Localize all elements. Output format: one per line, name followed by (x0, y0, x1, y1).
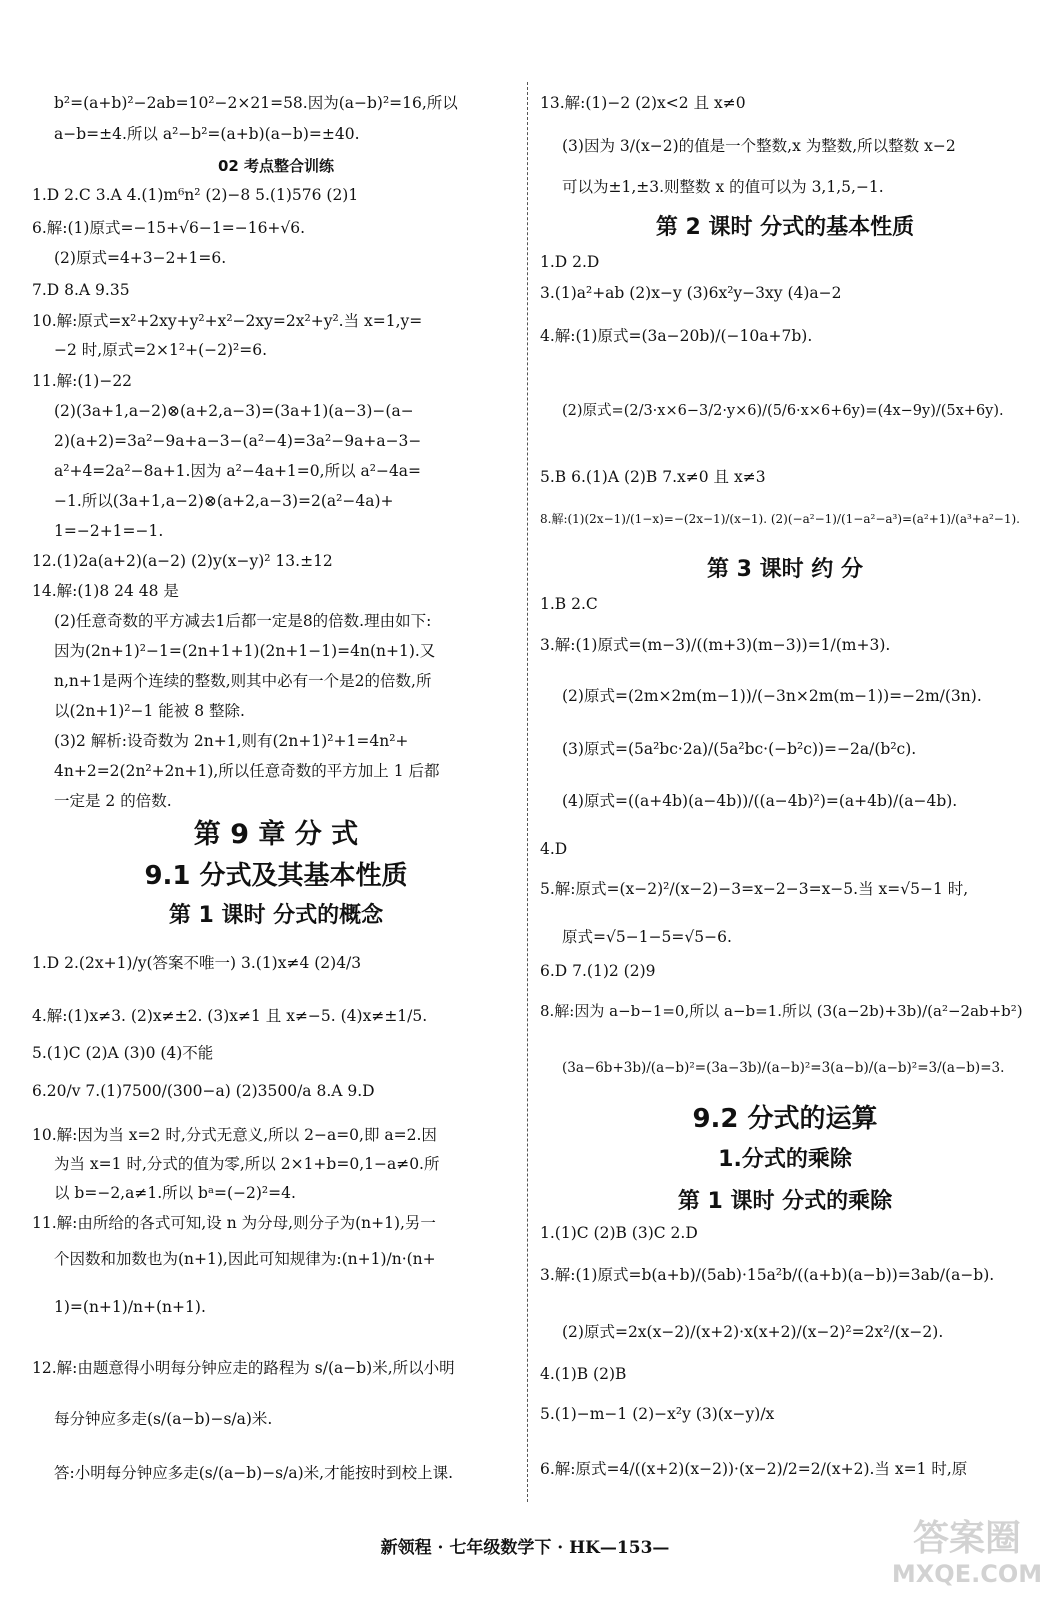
answer-line: 1.B 2.C (540, 595, 598, 613)
section-heading: 第 1 课时 分式的乘除 (677, 1189, 893, 1214)
answer-line: (3)原式=(5a²bc·2a)/(5a²bc·(−b²c))=−2a/(b²c). (562, 740, 917, 758)
answer-line: 6.20/v 7.(1)7500/(300−a) (2)3500/a 8.A 9.D (32, 1082, 375, 1100)
answer-line: 1)=(n+1)/n+(n+1). (54, 1298, 206, 1316)
answer-line: 10.解:原式=x²+2xy+y²+x²−2xy=2x²+y².当 x=1,y= (32, 312, 423, 330)
answer-line: 1.(1)C (2)B (3)C 2.D (540, 1224, 698, 1242)
answer-line: −2 时,原式=2×1²+(−2)²=6. (54, 341, 268, 359)
answer-line: 以 b=−2,a≠1.所以 bᵃ=(−2)²=4. (54, 1184, 296, 1202)
answer-line: 13.解:(1)−2 (2)x<2 且 x≠0 (540, 94, 746, 112)
answer-line: 10.解:因为当 x=2 时,分式无意义,所以 2−a=0,即 a=2.因 (32, 1126, 437, 1144)
answer-line: 7.D 8.A 9.35 (32, 281, 130, 299)
answer-line: (3)2 解析:设奇数为 2n+1,则有(2n+1)²+1=4n²+ (54, 732, 409, 750)
answer-line: 1.D 2.C 3.A 4.(1)m⁶n² (2)−8 5.(1)576 (2)1 (32, 186, 359, 204)
answer-line: (2)原式=(2m×2m(m−1))/(−3n×2m(m−1))=−2m/(3n). (562, 687, 982, 705)
answer-line: n,n+1是两个连续的整数,则其中必有一个是2的倍数,所 (54, 672, 432, 690)
answer-line: 4.解:(1)原式=(3a−20b)/(−10a+7b). (540, 327, 813, 345)
answer-line: 1.D 2.D (540, 253, 600, 271)
answer-line: (2)任意奇数的平方减去1后都一定是8的倍数.理由如下: (54, 612, 432, 630)
page-footer: 新领程 · 七年级数学下 · HK—153— (380, 1538, 670, 1558)
answer-line: 一定是 2 的倍数. (54, 792, 172, 810)
watermark-logo (891, 1506, 1043, 1590)
answer-line: 3.解:(1)原式=(m−3)/((m+3)(m−3))=1/(m+3). (540, 636, 891, 654)
answer-line: 3.(1)a²+ab (2)x−y (3)6x²y−3xy (4)a−2 (540, 284, 842, 302)
answer-line: 5.(1)−m−1 (2)−x²y (3)(x−y)/x (540, 1405, 775, 1423)
answer-line: 6.解:(1)原式=−15+√6−1=−16+√6. (32, 219, 306, 237)
answer-line: 6.D 7.(1)2 (2)9 (540, 962, 656, 980)
answer-line: 6.解:原式=4/((x+2)(x−2))·(x−2)/2=2/(x+2).当 x=1 时,原 (540, 1460, 968, 1478)
section-heading: 1.分式的乘除 (718, 1147, 852, 1172)
answer-line: 答:小明每分钟应多走(s/(a−b)−s/a)米,才能按时到校上课. (54, 1464, 453, 1482)
section-heading: 02 考点整合训练 (217, 157, 335, 175)
answer-line: (2)原式=2x(x−2)/(x+2)·x(x+2)/(x−2)²=2x²/(x−2). (562, 1323, 944, 1341)
answer-line: (3)因为 3/(x−2)的值是一个整数,x 为整数,所以整数 x−2 (562, 137, 956, 155)
answer-line: −1.所以(3a+1,a−2)⊗(a+2,a−3)=2(a²−4a)+ (54, 492, 394, 510)
answer-line: a²+4=2a²−8a+1.因为 a²−4a+1=0,所以 a²−4a= (54, 462, 422, 480)
answer-line: 原式=√5−1−5=√5−6. (562, 928, 732, 946)
column-divider (527, 82, 528, 1502)
answer-line: 个因数和加数也为(n+1),因此可知规律为:(n+1)/n·(n+ (54, 1250, 436, 1268)
answer-line: 2)(a+2)=3a²−9a+a−3−(a²−4)=3a²−9a+a−3− (54, 432, 422, 450)
answer-line: (3a−6b+3b)/(a−b)²=(3a−3b)/(a−b)²=3(a−b)/(a−b)²=3/(a−b)=3. (562, 1060, 1005, 1076)
answer-line: a−b=±4.所以 a²−b²=(a+b)(a−b)=±40. (54, 125, 360, 143)
answer-line: 4.(1)B (2)B (540, 1365, 627, 1383)
answer-line: 11.解:由所给的各式可知,设 n 为分母,则分子为(n+1),另一 (32, 1214, 436, 1232)
answer-line: 为当 x=1 时,分式的值为零,所以 2×1+b=0,1−a≠0.所 (54, 1155, 440, 1173)
section-heading: 第 2 课时 分式的基本性质 (655, 215, 915, 240)
answer-line: 因为(2n+1)²−1=(2n+1+1)(2n+1−1)=4n(n+1).又 (54, 642, 436, 660)
section-heading: 第 1 课时 分式的概念 (168, 903, 384, 928)
answer-line: (4)原式=((a+4b)(a−4b))/((a−4b)²)=(a+4b)/(a−4b). (562, 792, 958, 810)
watermark-url: MXQE.COM (891, 1560, 1043, 1588)
answer-line: 14.解:(1)8 24 48 是 (32, 582, 179, 600)
answer-line: 4.D (540, 840, 568, 858)
answer-line: 每分钟应多走(s/(a−b)−s/a)米. (54, 1410, 273, 1428)
answer-line: 8.解:(1)(2x−1)/(1−x)=−(2x−1)/(x−1). (2)(−a²−1)/(1−a²−a³)=(a²+1)/(a³+a²−1). (540, 512, 1020, 526)
watermark-mark: 答案圈 (912, 1518, 1022, 1559)
answer-line: 12.解:由题意得小明每分钟应走的路程为 s/(a−b)米,所以小明 (32, 1359, 455, 1377)
answer-line: 12.(1)2a(a+2)(a−2) (2)y(x−y)² 13.±12 (32, 552, 333, 570)
answer-line: 5.B 6.(1)A (2)B 7.x≠0 且 x≠3 (540, 468, 766, 486)
answer-line: 4n+2=2(2n²+2n+1),所以任意奇数的平方加上 1 后都 (54, 762, 440, 780)
answer-line: (2)原式=4+3−2+1=6. (54, 249, 227, 267)
answer-line: (2)原式=(2/3·x×6−3/2·y×6)/(5/6·x×6+6y)=(4x−9y)/(5x+6y). (562, 403, 1004, 419)
answer-line: 1.D 2.(2x+1)/y(答案不唯一) 3.(1)x≠4 (2)4/3 (32, 954, 362, 972)
section-heading: 9.2 分式的运算 (692, 1104, 878, 1134)
section-heading: 第 9 章 分 式 (193, 819, 359, 850)
answer-line: 可以为±1,±3.则整数 x 的值可以为 3,1,5,−1. (562, 178, 884, 196)
answer-line: 5.解:原式=(x−2)²/(x−2)−3=x−2−3=x−5.当 x=√5−1 时, (540, 880, 969, 898)
answer-line: 11.解:(1)−22 (32, 372, 133, 390)
answer-line: 1=−2+1=−1. (54, 522, 164, 540)
section-heading: 第 3 课时 约 分 (707, 557, 863, 582)
answer-line: (2)(3a+1,a−2)⊗(a+2,a−3)=(3a+1)(a−3)−(a− (54, 402, 414, 420)
answer-line: 3.解:(1)原式=b(a+b)/(5ab)·15a²b/((a+b)(a−b))=3ab/(a−b). (540, 1266, 995, 1284)
answer-line: 5.(1)C (2)A (3)0 (4)不能 (32, 1044, 214, 1062)
answer-line: 以(2n+1)²−1 能被 8 整除. (54, 702, 245, 720)
answer-line: b²=(a+b)²−2ab=10²−2×21=58.因为(a−b)²=16,所以 (54, 94, 458, 112)
section-heading: 9.1 分式及其基本性质 (144, 861, 408, 891)
answer-line: 8.解:因为 a−b−1=0,所以 a−b=1.所以 (3(a−2b)+3b)/(a²−2ab+b²) (540, 1002, 1023, 1020)
answer-line: 4.解:(1)x≠3. (2)x≠±2. (3)x≠1 且 x≠−5. (4)x≠±1/5. (32, 1007, 428, 1025)
